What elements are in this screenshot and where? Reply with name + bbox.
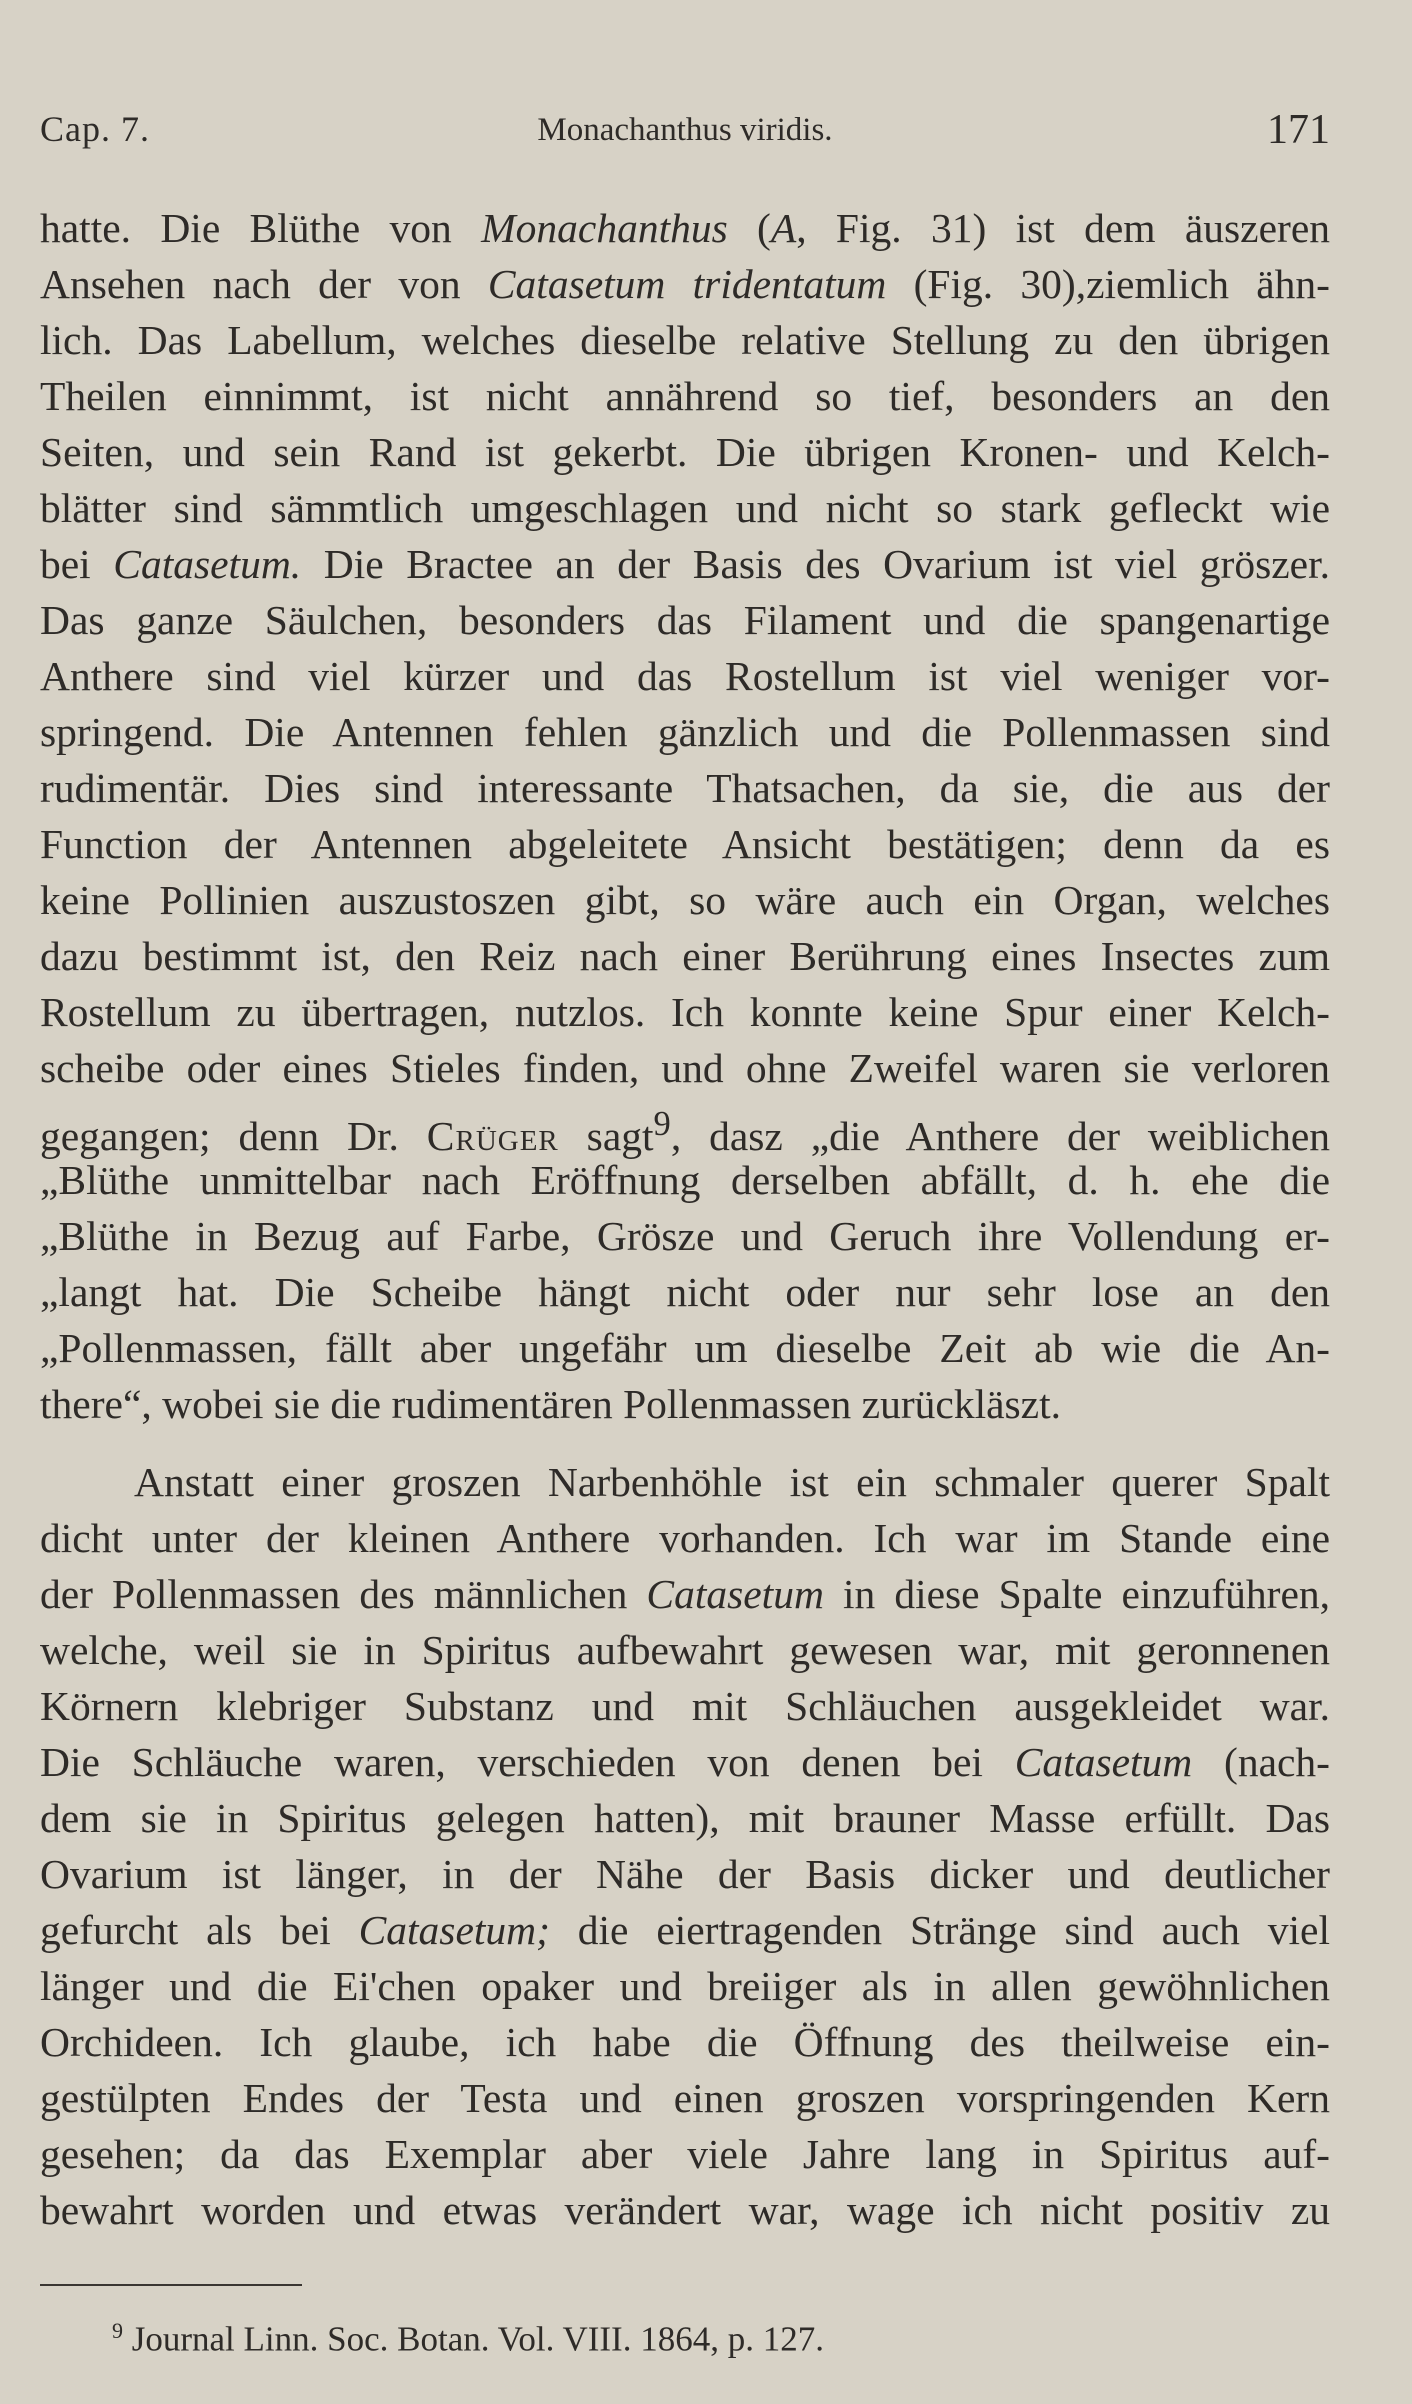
text-line: Anthere sind viel kürzer und das Rostellum ist viel weniger vor-: [40, 653, 1330, 699]
text-line: „Blüthe in Bezug auf Farbe, Grösze und Geruch ihre Vollendung er-: [40, 1213, 1330, 1259]
text-line: keine Pollinien auszustoszen gibt, so wäre auch ein Organ, welches: [40, 877, 1330, 923]
text-line: gefurcht als bei Catasetum; die eiertragenden Stränge sind auch viel: [40, 1907, 1330, 1953]
text-line: Anstatt einer groszen Narbenhöhle ist ein schmaler querer Spalt: [134, 1459, 1330, 1505]
footnote-ref: 9: [653, 1105, 671, 1143]
text-line: dicht unter der kleinen Anthere vorhanden. Ich war im Stande eine: [40, 1515, 1330, 1561]
page-number: 171: [1267, 107, 1330, 153]
footnote-marker: 9: [112, 2318, 123, 2343]
text-line: der Pollenmassen des männlichen Catasetum in diese Spalte einzuführen,: [40, 1571, 1330, 1617]
text-line: „Blüthe unmittelbar nach Eröffnung derselben abfällt, d. h. ehe die: [40, 1157, 1330, 1203]
text-line: gestülpten Endes der Testa und einen groszen vorspringenden Kern: [40, 2075, 1330, 2121]
text-line: bei Catasetum. Die Bractee an der Basis des Ovarium ist viel gröszer.: [40, 541, 1330, 587]
text-line: hatte. Die Blüthe von Monachanthus (A, Fig. 31) ist dem äuszeren: [40, 205, 1330, 251]
running-title: Monachanthus viridis.: [537, 112, 833, 148]
text-line: blätter sind sämmtlich umgeschlagen und nicht so stark gefleckt wie: [40, 485, 1330, 531]
text-line: Das ganze Säulchen, besonders das Filament und die spangenartige: [40, 597, 1330, 643]
text-line: Seiten, und sein Rand ist gekerbt. Die übrigen Kronen- und Kelch-: [40, 429, 1330, 475]
footnote-rule: [40, 2284, 302, 2286]
text-line: Körnern klebriger Substanz und mit Schläuchen ausgekleidet war.: [40, 1683, 1330, 1729]
text-line: „Pollenmassen, fällt aber ungefähr um dieselbe Zeit ab wie die An-: [40, 1325, 1330, 1371]
text-line: Ovarium ist länger, in der Nähe der Basis dicker und deutlicher: [40, 1851, 1330, 1897]
text-line: gegangen; denn Dr. Crüger sagt$^9$, dasz „die Anthere der weiblichen: [40, 1105, 1330, 1159]
text-line: Theilen einnimmt, ist nicht annährend so tief, besonders an den: [40, 373, 1330, 419]
text-line: „langt hat. Die Scheibe hängt nicht oder nur sehr lose an den: [40, 1269, 1330, 1315]
text-line: gesehen; da das Exemplar aber viele Jahre lang in Spiritus auf-: [40, 2131, 1330, 2177]
text-line: bewahrt worden und etwas verändert war, wage ich nicht positiv zu: [40, 2187, 1330, 2233]
text-line: Rostellum zu übertragen, nutzlos. Ich konnte keine Spur einer Kelch-: [40, 989, 1330, 1035]
text-line: springend. Die Antennen fehlen gänzlich und die Pollenmassen sind: [40, 709, 1330, 755]
footnote-text: Journal Linn. Soc. Botan. Vol. VIII. 1864, p. 127.: [131, 2319, 824, 2359]
text-line: dem sie in Spiritus gelegen hatten), mit brauner Masse erfüllt. Das: [40, 1795, 1330, 1841]
text-line: dazu bestimmt ist, den Reiz nach einer Berührung eines Insectes zum: [40, 933, 1330, 979]
chapter-label: Cap. 7.: [40, 109, 150, 149]
author-name: Crüger: [426, 1112, 559, 1159]
text-line: lich. Das Labellum, welches dieselbe relative Stellung zu den übrigen: [40, 317, 1330, 363]
text-line: welche, weil sie in Spiritus aufbewahrt gewesen war, mit geronnenen: [40, 1627, 1330, 1673]
text-line: rudimentär. Dies sind interessante Thatsachen, da sie, die aus der: [40, 765, 1330, 811]
running-head: [40, 108, 1330, 156]
text-line: Ansehen nach der von Catasetum tridentatum (Fig. 30),ziemlich ähn-: [40, 261, 1330, 307]
text-line: länger und die Ei'chen opaker und breiiger als in allen gewöhnlichen: [40, 1963, 1330, 2009]
text-line: scheibe oder eines Stieles finden, und ohne Zweifel waren sie verloren: [40, 1045, 1330, 1091]
text-line: Die Schläuche waren, verschieden von denen bei Catasetum (nach-: [40, 1739, 1331, 1785]
text-line: Function der Antennen abgeleitete Ansicht bestätigen; denn da es: [40, 821, 1330, 867]
text-line: Orchideen. Ich glaube, ich habe die Öffnung des theilweise ein-: [40, 2019, 1330, 2065]
footnote: [112, 2318, 824, 2360]
text-line: there“, wobei sie die rudimentären Pollenmassen zurückläszt.: [40, 1381, 1062, 1427]
